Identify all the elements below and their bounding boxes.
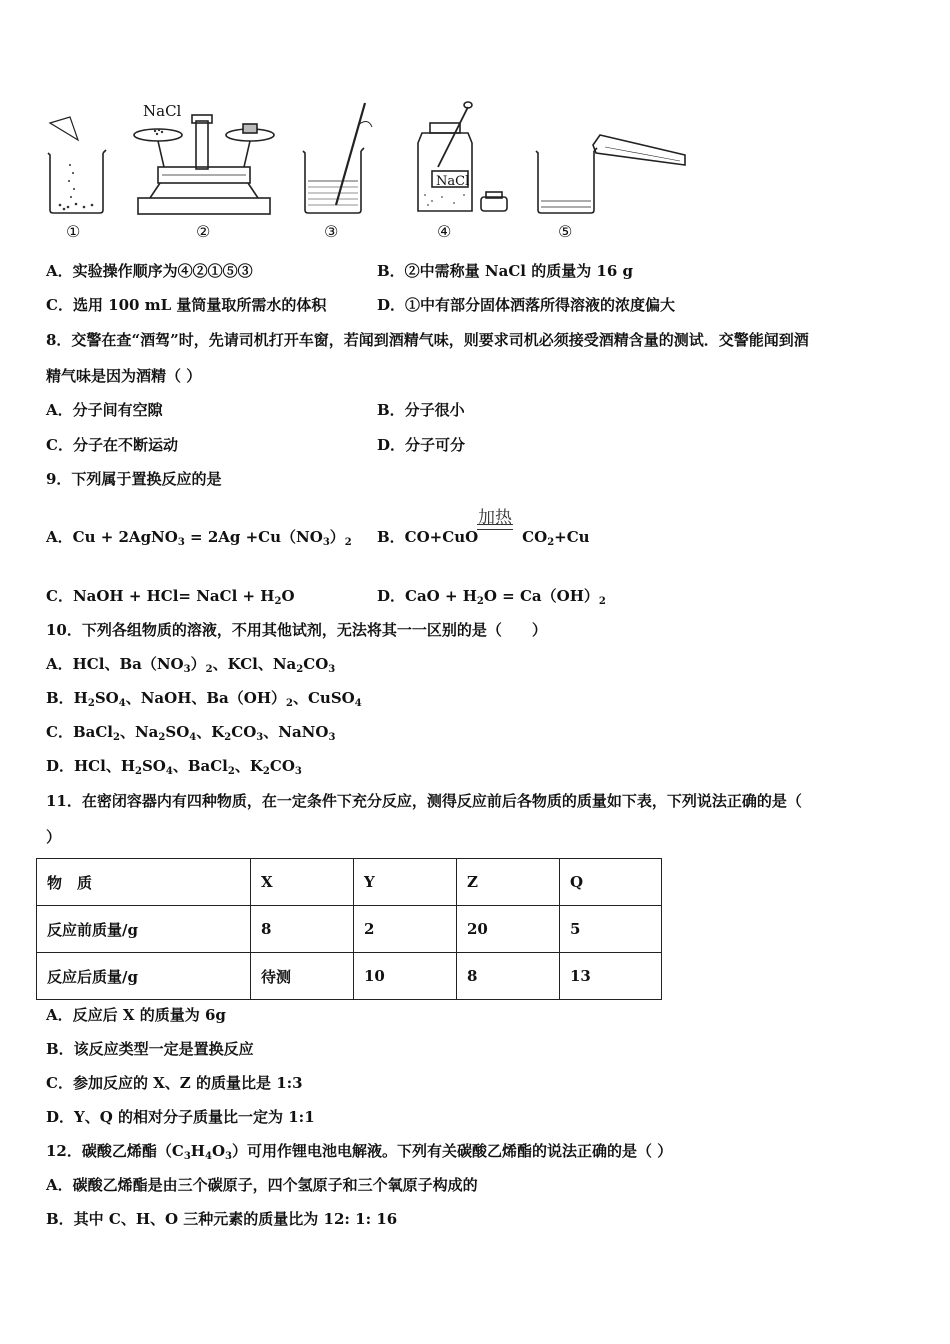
q8-option-b: B．分子很小 — [377, 401, 465, 419]
q8-option-d: D．分子可分 — [377, 436, 466, 454]
step2-balance-figure — [134, 115, 274, 214]
q12-option-a: A．碳酸乙烯酯是由三个碳原子，四个氢原子和三个氧原子构成的 — [46, 1176, 478, 1194]
q8-stem-line2: 精气味是因为酒精（ ） — [46, 367, 202, 385]
q11-option-b: B．该反应类型一定是置换反应 — [46, 1040, 254, 1058]
step-label-5: ⑤ — [558, 222, 573, 241]
q10-option-c: C．BaCl$_2$、$Na_2SO_4$、$K_2CO_3$、NaNO$_3$ — [46, 723, 336, 743]
table-header-cell: 物 质 — [37, 859, 251, 906]
nacl-label-jar: NaCl — [436, 174, 470, 189]
step-label-2: ② — [196, 222, 211, 241]
q12-option-b: B．其中 C、H、O 三种元素的质量比为 12: 1: 16 — [46, 1210, 398, 1228]
step4-reagent-jar-figure — [418, 102, 507, 211]
table-header-cell: Z — [457, 859, 560, 906]
step-label-3: ③ — [324, 222, 339, 241]
table-cell: 10 — [354, 953, 457, 1000]
q7-option-c: C．选用 100 mL 量筒量取所需水的体积 — [46, 296, 327, 314]
q7-option-d: D．①中有部分固体洒落所得溶液的浓度偏大 — [377, 296, 676, 314]
table-header-cell: Q — [560, 859, 662, 906]
q9-option-a: A．Cu + 2AgNO$_3$ = $2Ag +Cu(NO_3)_2$ — [46, 528, 352, 548]
step3-stirring-figure — [303, 103, 372, 213]
q8-stem-line1: 8．交警在查“酒驾”时，先请司机打开车窗，若闻到酒精气味，则要求司机必须接受酒精含量的测试．交警能闻到酒 — [46, 331, 809, 349]
table-cell: 8 — [457, 953, 560, 1000]
table-cell: 待测 — [251, 953, 354, 1000]
table-cell: 8 — [251, 906, 354, 953]
q9-option-d: D．CaO + $H_2O = Ca(OH)_2$ — [377, 587, 606, 607]
mass-table — [36, 858, 662, 1000]
q8-option-a: A．分子间有空隙 — [46, 401, 163, 419]
q7-option-b: B．②中需称量 NaCl 的质量为 16 g — [377, 262, 633, 280]
q8-option-c: C．分子在不断运动 — [46, 436, 178, 454]
heat-condition-label: 加热 — [478, 508, 512, 528]
nacl-label-balance: NaCl — [143, 102, 182, 120]
table-header-cell: X — [251, 859, 354, 906]
q10-option-d: D．HCl、$H_2SO_4$、BaCl$_2$、$K_2CO_3$ — [46, 757, 302, 777]
q10-option-b: B．$H_2SO_4$、NaOH、$Ba(OH)_2$、CuSO$_4$ — [46, 689, 362, 709]
table-header-cell: Y — [354, 859, 457, 906]
table-cell: 20 — [457, 906, 560, 953]
table-header-row — [37, 859, 662, 906]
q11-stem-line2: ） — [46, 828, 62, 846]
step-label-1: ① — [66, 222, 81, 241]
step1-beaker-figure — [48, 117, 106, 213]
table-cell: 反应前质量/g — [37, 906, 251, 953]
reaction-equals-sign — [477, 524, 513, 530]
table-cell: 13 — [560, 953, 662, 1000]
q11-option-d: D．Y、Q 的相对分子质量比一定为 1:1 — [46, 1108, 315, 1126]
q11-option-a: A．反应后 X 的质量为 6g — [46, 1006, 226, 1024]
q9-option-b: B．CO+CuO $CO_2+Cu$ — [377, 528, 590, 548]
q9-stem: 9．下列属于置换反应的是 — [46, 470, 222, 488]
lab-steps-illustration — [40, 95, 700, 245]
q11-stem-line1: 11．在密闭容器内有四种物质，在一定条件下充分反应，测得反应前后各物质的质量如下表，下列说法正确的是（ — [46, 792, 802, 810]
q11-option-c: C．参加反应的 X、Z 的质量比是 1:3 — [46, 1074, 303, 1092]
table-row — [37, 953, 662, 1000]
table-row — [37, 906, 662, 953]
q12-stem: 12．碳酸乙烯酯$(C_3H_4O_3)$可用作锂电池电解液。下列有关碳酸乙烯酯的说法正确的是（ ） — [46, 1142, 673, 1162]
step-label-4: ④ — [437, 222, 452, 241]
q9-option-c: C．NaOH + HCl= NaCl + $H_2O$ — [46, 587, 295, 607]
step5-pour-water-figure — [536, 135, 685, 213]
table-cell: 2 — [354, 906, 457, 953]
q10-option-a: A．HCl、$Ba(NO_3)_2$、KCl、$Na_2CO_3$ — [46, 655, 336, 675]
table-cell: 反应后质量/g — [37, 953, 251, 1000]
q7-option-a: A．实验操作顺序为④②①⑤③ — [46, 262, 253, 280]
table-cell: 5 — [560, 906, 662, 953]
q10-stem: 10．下列各组物质的溶液，不用其他试剂，无法将其一一区别的是（ ） — [46, 621, 547, 639]
